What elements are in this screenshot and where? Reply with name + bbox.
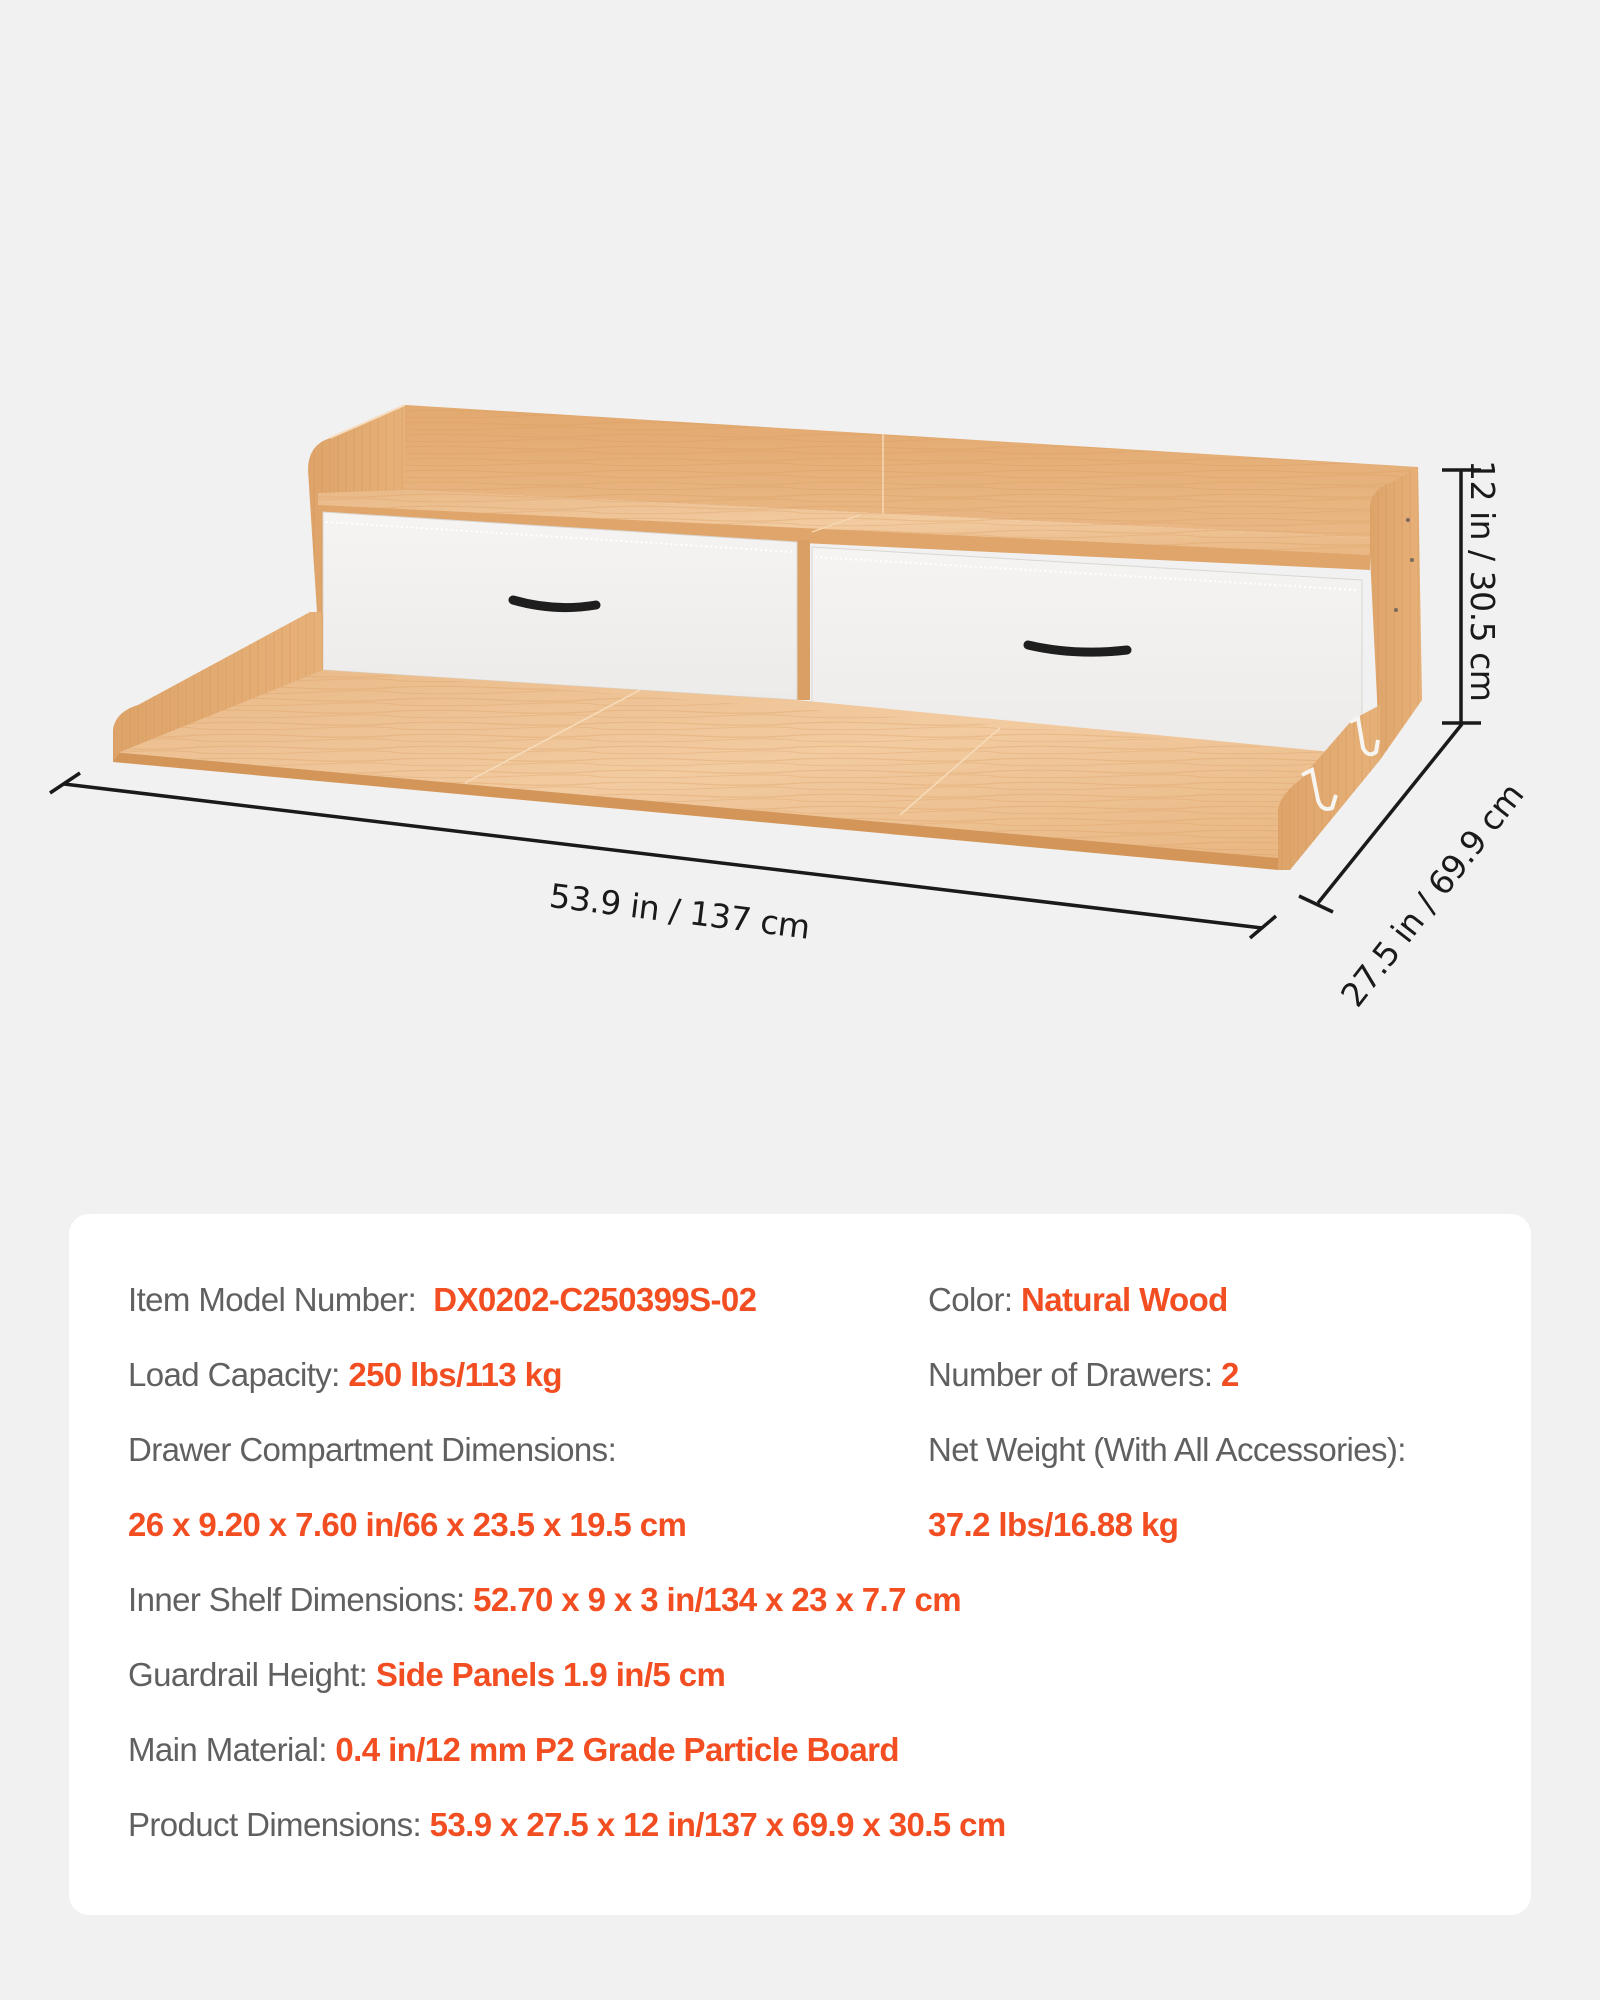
spec-label: Inner Shelf Dimensions: <box>128 1581 465 1618</box>
spec-value: 26 x 9.20 x 7.60 in/66 x 23.5 x 19.5 cm <box>128 1506 687 1543</box>
depth-dimension-label: 27.5 in / 69.9 cm <box>1333 775 1532 1015</box>
spec-label: Product Dimensions: <box>128 1806 422 1843</box>
spec-net-weight-label <box>928 1430 1406 1470</box>
drawer-left[interactable] <box>323 512 797 700</box>
spec-drawer-dims-value <box>128 1505 686 1545</box>
spec-value: 0.4 in/12 mm P2 Grade Particle Board <box>335 1731 899 1768</box>
spec-value: 2 <box>1221 1356 1239 1393</box>
spec-color <box>928 1280 1228 1320</box>
width-dimension-label: 53.9 in / 137 cm <box>547 876 812 947</box>
spec-value: 250 lbs/113 kg <box>348 1356 562 1393</box>
spec-net-weight-value <box>928 1505 1178 1545</box>
spec-label: Drawer Compartment Dimensions: <box>128 1431 617 1468</box>
spec-label: Color: <box>928 1281 1013 1318</box>
spec-label: Item Model Number: <box>128 1281 417 1318</box>
spec-label: Net Weight (With All Accessories): <box>928 1431 1406 1468</box>
spec-label: Number of Drawers: <box>928 1356 1213 1393</box>
spec-value: 53.9 x 27.5 x 12 in/137 x 69.9 x 30.5 cm <box>429 1806 1006 1843</box>
specifications-card <box>69 1214 1531 1915</box>
spec-material <box>128 1730 899 1770</box>
spec-label: Load Capacity: <box>128 1356 340 1393</box>
spec-value: Side Panels 1.9 in/5 cm <box>375 1656 726 1693</box>
spec-value: Natural Wood <box>1021 1281 1228 1318</box>
spec-model-number <box>128 1280 756 1320</box>
spec-label: Guardrail Height: <box>128 1656 368 1693</box>
spec-product-dims <box>128 1805 1006 1845</box>
spec-value: DX0202-C250399S-02 <box>433 1281 757 1318</box>
spec-load-capacity <box>128 1355 562 1395</box>
spec-value: 52.70 x 9 x 3 in/134 x 23 x 7.7 cm <box>473 1581 961 1618</box>
spec-drawer-dims-label <box>128 1430 616 1470</box>
spec-value: 37.2 lbs/16.88 kg <box>928 1506 1179 1543</box>
spec-label: Main Material: <box>128 1731 327 1768</box>
spec-drawers <box>928 1355 1239 1395</box>
spec-guardrail <box>128 1655 725 1695</box>
spec-inner-shelf <box>128 1580 961 1620</box>
height-dimension-label: 12 in / 30.5 cm <box>1463 460 1502 702</box>
drawer-divider <box>797 540 810 700</box>
